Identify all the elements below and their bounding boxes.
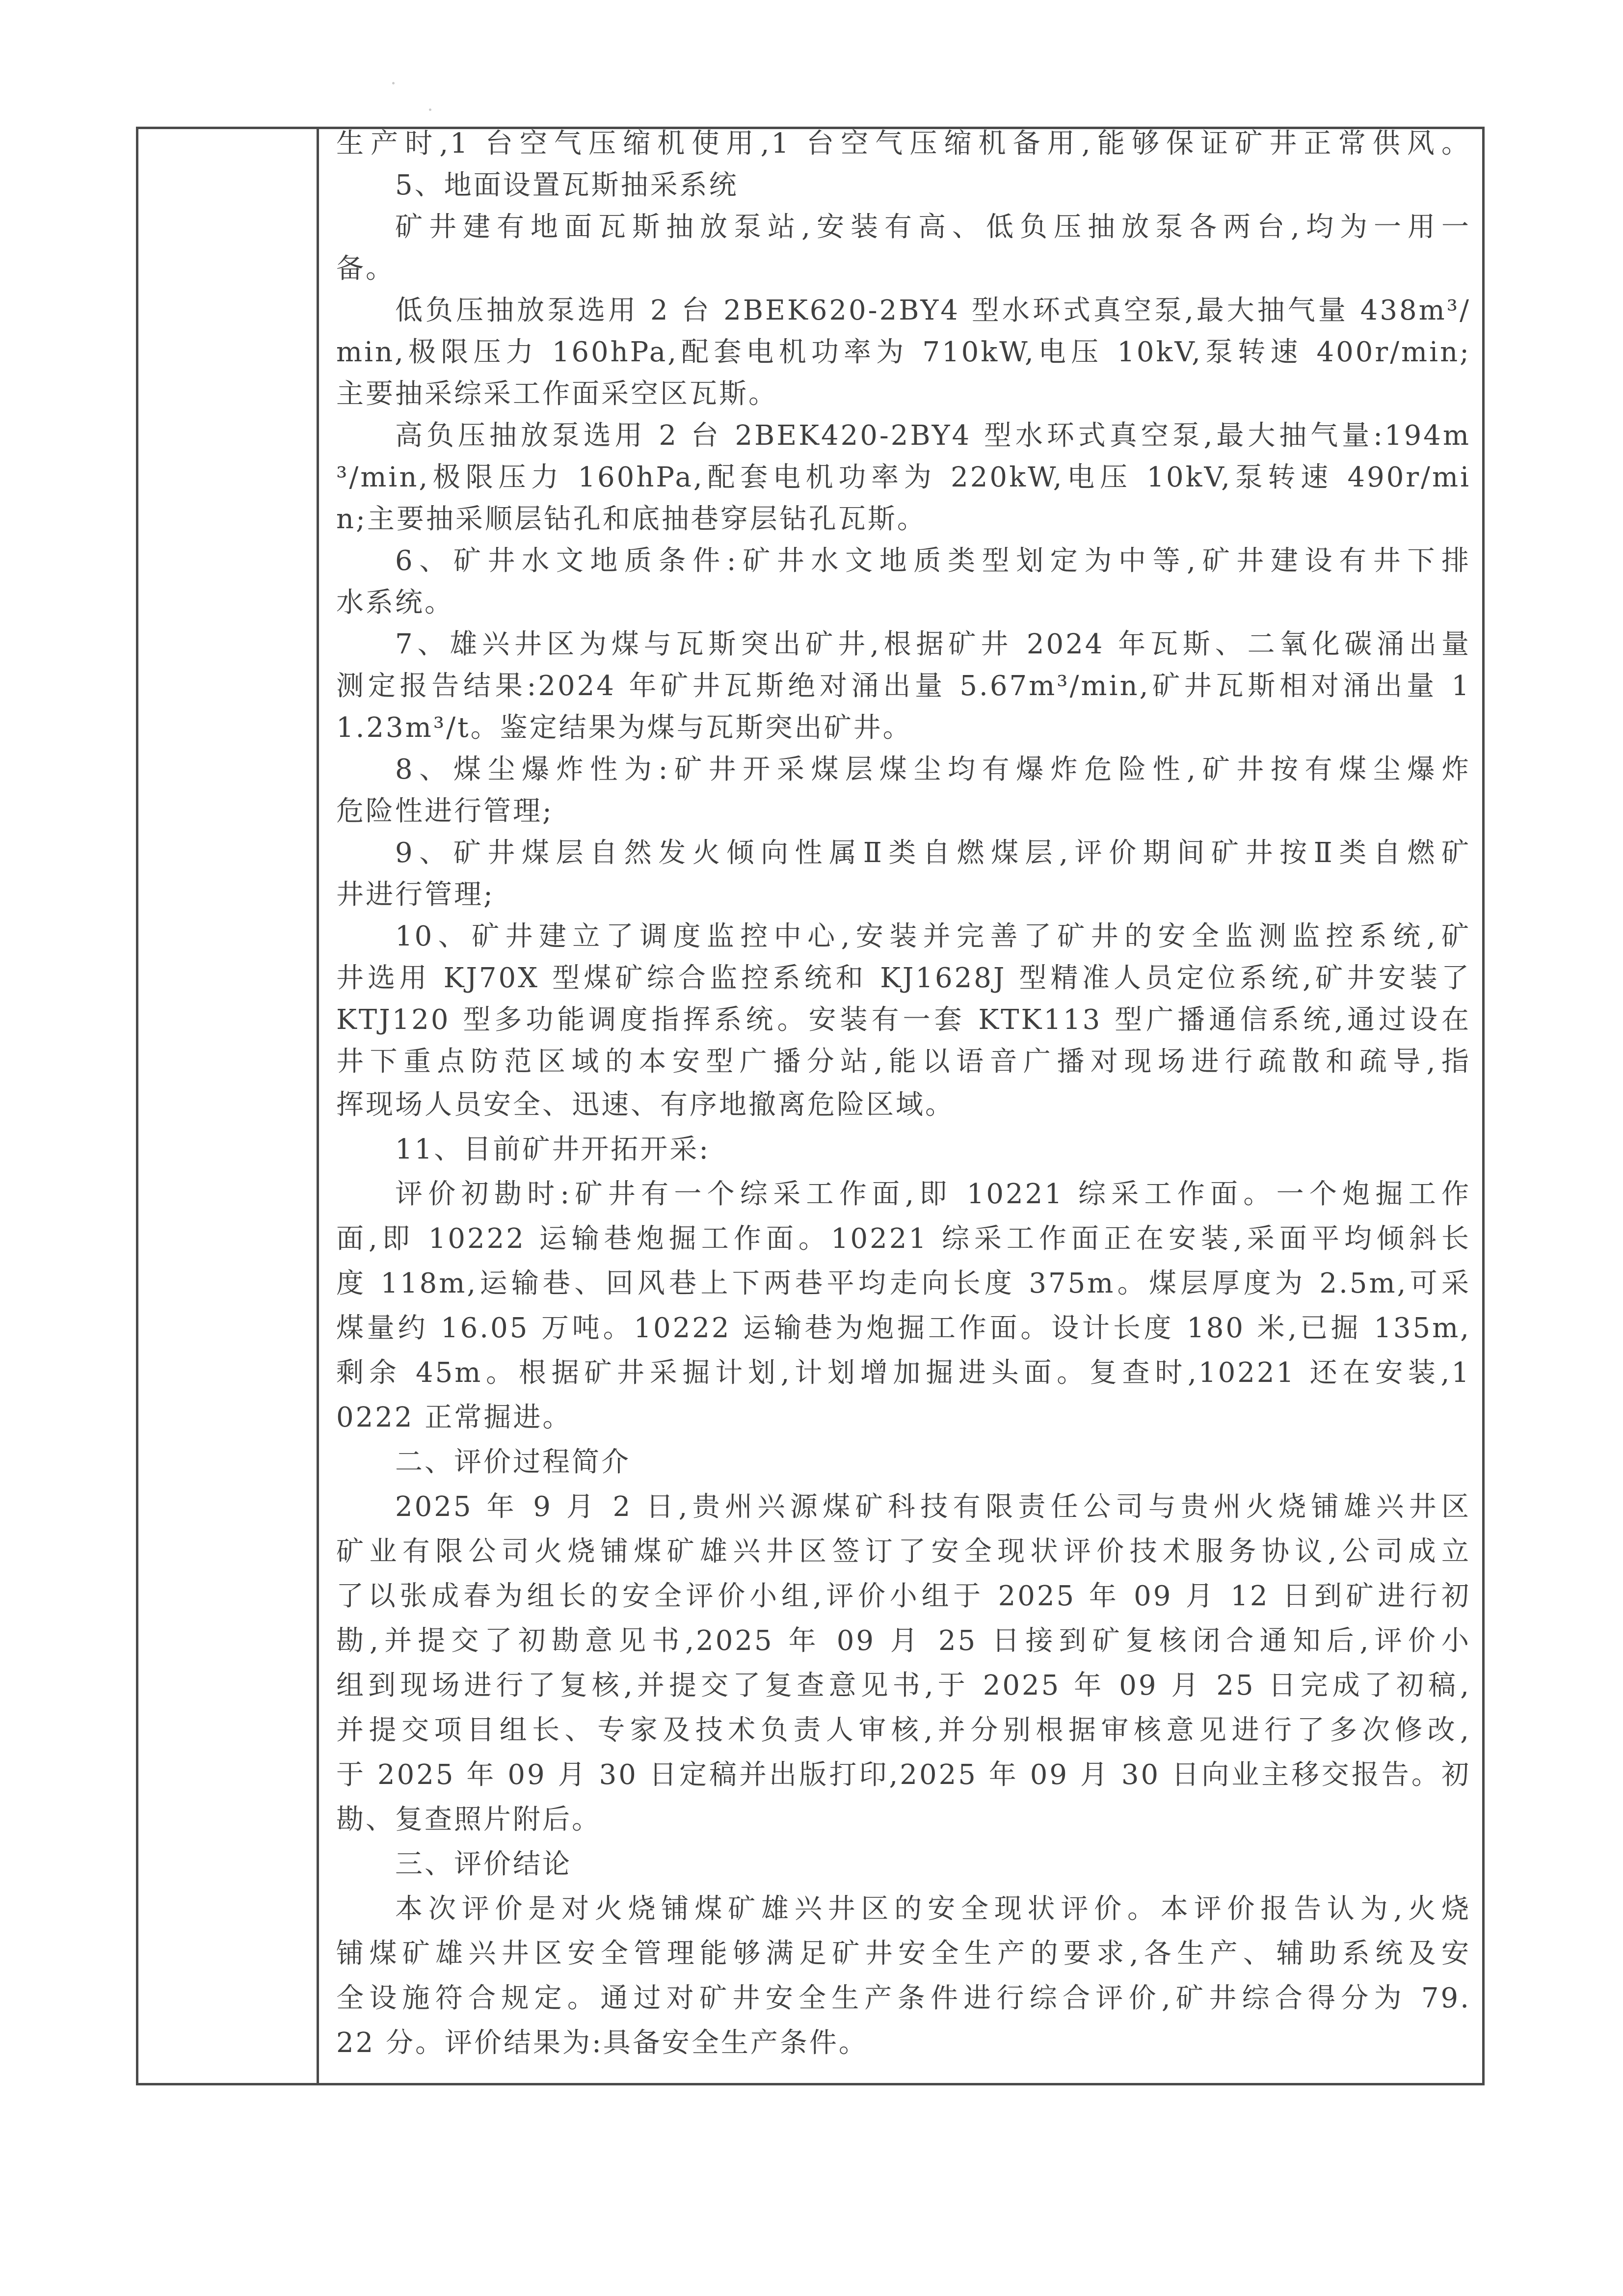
text-line: 勘,并提交了初勘意见书,2025 年 09 月 25 日接到矿复核闭合通知后,评价小 bbox=[336, 1625, 1471, 1657]
text-line: 度 118m,运输巷、回风巷上下两巷平均走向长度 375m。煤层厚度为 2.5m,可采 bbox=[336, 1268, 1471, 1299]
text-line: KTJ120 型多功能调度指挥系统。安装有一套 KTK113 型广播通信系统,通过设在 bbox=[336, 1004, 1471, 1036]
text-line: min,极限压力 160hPa,配套电机功率为 710kW,电压 10kV,泵转速 400r/min; bbox=[336, 336, 1471, 368]
section-heading: 二、评价过程简介 bbox=[395, 1446, 631, 1478]
table-column-divider bbox=[317, 127, 319, 2085]
left-column-cell bbox=[138, 129, 315, 2083]
text-line: 铺煤矿雄兴井区安全管理能够满足矿井安全生产的要求,各生产、辅助系统及安 bbox=[336, 1938, 1471, 1970]
text-line: 井选用 KJ70X 型煤矿综合监控系统和 KJ1628J 型精准人员定位系统,矿井安装了 bbox=[336, 962, 1471, 994]
text-line: 井下重点防范区域的本安型广播分站,能以语音广播对现场进行疏散和疏导,指 bbox=[336, 1046, 1471, 1078]
text-line: 8、煤尘爆炸性为:矿井开采煤层煤尘均有爆炸危险性,矿井按有煤尘爆炸 bbox=[395, 754, 1471, 785]
text-line: 6、矿井水文地质条件:矿井水文地质类型划定为中等,矿井建设有井下排 bbox=[395, 545, 1471, 577]
text-line: 1.23m³/t。鉴定结果为煤与瓦斯突出矿井。 bbox=[336, 712, 912, 744]
text-line: 矿井建有地面瓦斯抽放泵站,安装有高、低负压抽放泵各两台,均为一用一 bbox=[395, 211, 1471, 243]
text-line: 评价初勘时:矿井有一个综采工作面,即 10221 综采工作面。一个炮掘工作 bbox=[395, 1178, 1471, 1210]
text-line: 0222 正常掘进。 bbox=[336, 1402, 572, 1433]
text-line: 挥现场人员安全、迅速、有序地撤离危险区域。 bbox=[336, 1089, 955, 1121]
section-heading: 三、评价结论 bbox=[395, 1848, 572, 1880]
text-line: 面,即 10222 运输巷炮掘工作面。10221 综采工作面正在安装,采面平均倾斜长 bbox=[336, 1223, 1471, 1255]
report-text-column bbox=[336, 123, 1471, 2065]
text-line: 5、地面设置瓦斯抽采系统 bbox=[395, 169, 739, 201]
text-line: 高负压抽放泵选用 2 台 2BEK420-2BY4 型水环式真空泵,最大抽气量:194m bbox=[395, 420, 1471, 452]
text-line: 22 分。评价结果为:具备安全生产条件。 bbox=[336, 2027, 868, 2059]
text-line: 本次评价是对火烧铺煤矿雄兴井区的安全现状评价。本评价报告认为,火烧 bbox=[395, 1893, 1471, 1925]
text-line: 剩余 45m。根据矿井采掘计划,计划增加掘进头面。复查时,10221 还在安装,1 bbox=[336, 1357, 1471, 1389]
text-line: 井进行管理; bbox=[336, 879, 495, 911]
text-line: 组到现场进行了复核,并提交了复查意见书,于 2025 年 09 月 25 日完成了初稿, bbox=[336, 1670, 1471, 1702]
text-line: 2025 年 9 月 2 日,贵州兴源煤矿科技有限责任公司与贵州火烧铺雄兴井区 bbox=[395, 1491, 1471, 1523]
text-line: 9、矿井煤层自然发火倾向性属Ⅱ类自燃煤层,评价期间矿井按Ⅱ类自燃矿 bbox=[395, 837, 1471, 869]
text-line: 全设施符合规定。通过对矿井安全生产条件进行综合评价,矿井综合得分为 79. bbox=[336, 1982, 1471, 2014]
text-line: 测定报告结果:2024 年矿井瓦斯绝对涌出量 5.67m³/min,矿井瓦斯相对涌出量 1 bbox=[336, 670, 1471, 702]
text-line: 主要抽采综采工作面采空区瓦斯。 bbox=[336, 378, 778, 410]
text-line: 水系统。 bbox=[336, 587, 454, 619]
text-line: 10、矿井建立了调度监控中心,安装并完善了矿井的安全监测监控系统,矿 bbox=[395, 920, 1471, 952]
text-line: 备。 bbox=[336, 253, 395, 285]
text-line: 生产时,1 台空气压缩机使用,1 台空气压缩机备用,能够保证矿井正常供风。 bbox=[336, 128, 1471, 160]
scan-speck bbox=[392, 82, 395, 84]
text-line: 危险性进行管理; bbox=[336, 795, 554, 827]
text-line: 勘、复查照片附后。 bbox=[336, 1804, 601, 1836]
text-line: ³/min,极限压力 160hPa,配套电机功率为 220kW,电压 10kV,泵转速 490r/mi bbox=[336, 461, 1471, 493]
text-line: 并提交项目组长、专家及技术负责人审核,并分别根据审核意见进行了多次修改, bbox=[336, 1714, 1471, 1746]
text-line: 煤量约 16.05 万吨。10222 运输巷为炮掘工作面。设计长度 180 米,已掘 135m, bbox=[336, 1312, 1471, 1344]
text-line: 于 2025 年 09 月 30 日定稿并出版打印,2025 年 09 月 30 日向业主移交报告。初 bbox=[336, 1759, 1471, 1791]
text-line: 7、雄兴井区为煤与瓦斯突出矿井,根据矿井 2024 年瓦斯、二氧化碳涌出量 bbox=[395, 628, 1471, 660]
scan-speck bbox=[429, 108, 431, 111]
text-line: 低负压抽放泵选用 2 台 2BEK620-2BY4 型水环式真空泵,最大抽气量 438m³/ bbox=[395, 295, 1471, 326]
text-line: 了以张成春为组长的安全评价小组,评价小组于 2025 年 09 月 12 日到矿进行初 bbox=[336, 1580, 1471, 1612]
text-line: 矿业有限公司火烧铺煤矿雄兴井区签订了安全现状评价技术服务协议,公司成立 bbox=[336, 1536, 1471, 1567]
text-line: 11、目前矿井开拓开采: bbox=[395, 1134, 711, 1165]
text-line: n;主要抽采顺层钻孔和底抽巷穿层钻孔瓦斯。 bbox=[336, 503, 927, 535]
